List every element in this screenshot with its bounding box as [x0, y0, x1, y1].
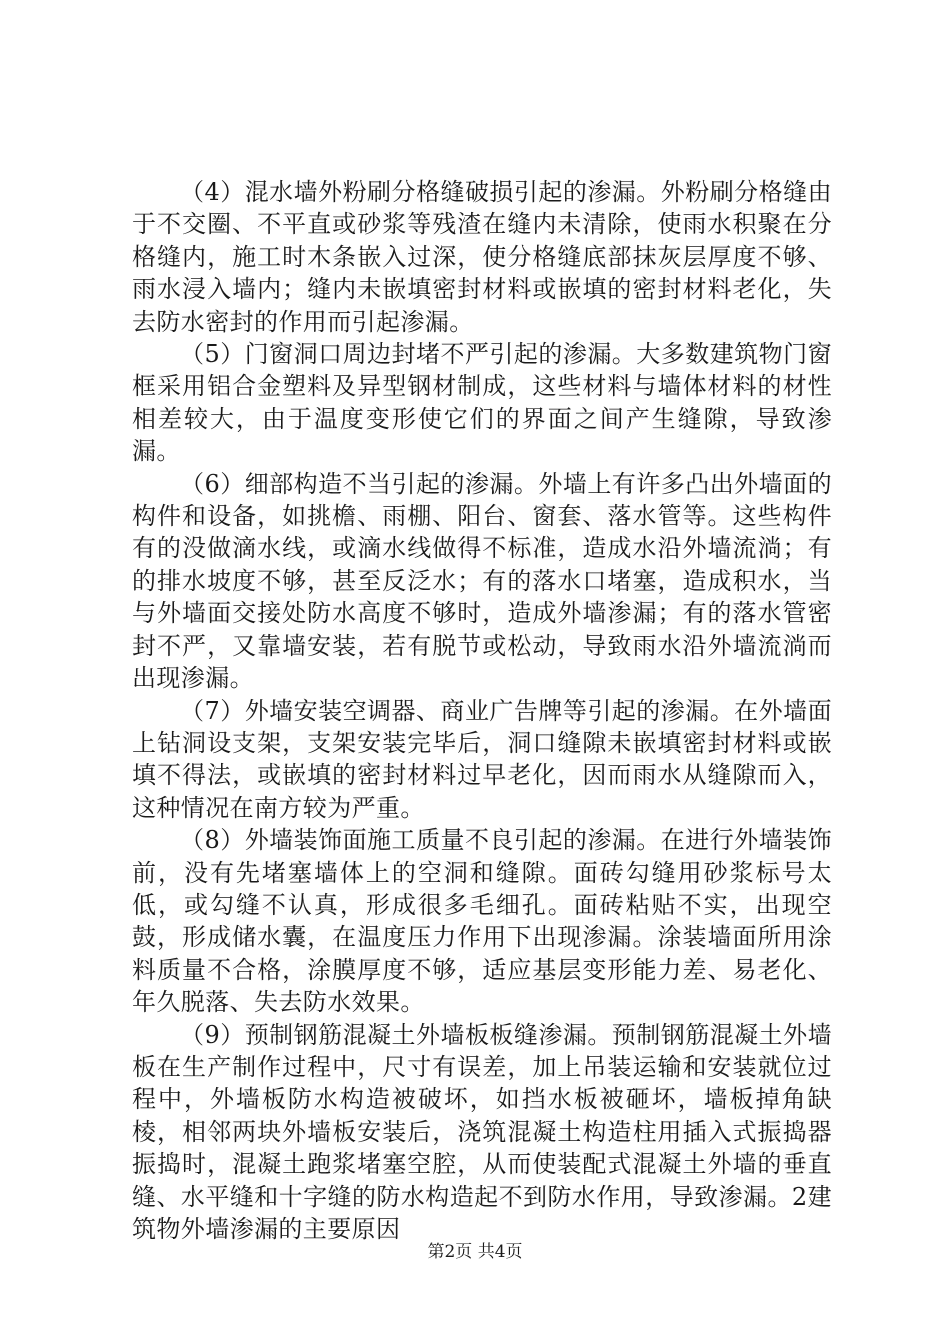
paragraph-8: （8）外墙装饰面施工质量不良引起的渗漏。在进行外墙装饰前，没有先堵塞墙体上的空洞和缝隙。面砖勾缝用砂浆标号太低，或勾缝不认真，形成很多毛细孔。面砖粘贴不实，出现空鼓，形成储水囊，在温度压力作用下出现渗漏。涂装墙面所用涂料质量不合格，涂膜厚度不够，适应基层变形能力差、易老化、年久脱落、失去防水效果。	[132, 826, 832, 1017]
document-body	[132, 176, 832, 1245]
paragraph-6: （6）细部构造不当引起的渗漏。外墙上有许多凸出外墙面的构件和设备，如挑檐、雨棚、阳台、窗套、落水管等。这些构件有的没做滴水线，或滴水线做得不标准，造成水沿外墙流淌；有的排水坡度不够，甚至反泛水；有的落水口堵塞，造成积水，当与外墙面交接处防水高度不够时，造成外墙渗漏；有的落水管密封不严，又靠墙安装，若有脱节或松动，导致雨水沿外墙流淌而出现渗漏。	[132, 469, 832, 693]
paragraph-7: （7）外墙安装空调器、商业广告牌等引起的渗漏。在外墙面上钻洞设支架，支架安装完毕后，洞口缝隙未嵌填密封材料或嵌填不得法，或嵌填的密封材料过早老化，因而雨水从缝隙而入，这种情况在南方较为严重。	[132, 696, 832, 822]
page-footer	[0, 1241, 950, 1263]
page-number-label: 第2页 共4页	[427, 1242, 523, 1262]
paragraph-9: （9）预制钢筋混凝土外墙板板缝渗漏。预制钢筋混凝土外墙板在生产制作过程中，尺寸有误差，加上吊装运输和安装就位过程中，外墙板防水构造被破坏，如挡水板被砸坏，墙板掉角缺棱，相邻两块外墙板安装后，浇筑混凝土构造柱用插入式振捣器振捣时，混凝土跑浆堵塞空腔，从而使装配式混凝土外墙的垂直缝、水平缝和十字缝的防水构造起不到防水作用，导致渗漏。2建筑物外墙渗漏的主要原因	[132, 1020, 832, 1243]
paragraph-5: （5）门窗洞口周边封堵不严引起的渗漏。大多数建筑物门窗框采用铝合金塑料及异型钢材制成，这些材料与墙体材料的材性相差较大，由于温度变形使它们的界面之间产生缝隙，导致渗漏。	[132, 340, 832, 466]
paragraph-4: （4）混水墙外粉刷分格缝破损引起的渗漏。外粉刷分格缝由于不交圈、不平直或砂浆等残渣在缝内未清除，使雨水积聚在分格缝内，施工时木条嵌入过深，使分格缝底部抹灰层厚度不够、雨水浸入墙内；缝内未嵌填密封材料或嵌填的密封材料老化，失去防水密封的作用而引起渗漏。	[132, 178, 832, 336]
